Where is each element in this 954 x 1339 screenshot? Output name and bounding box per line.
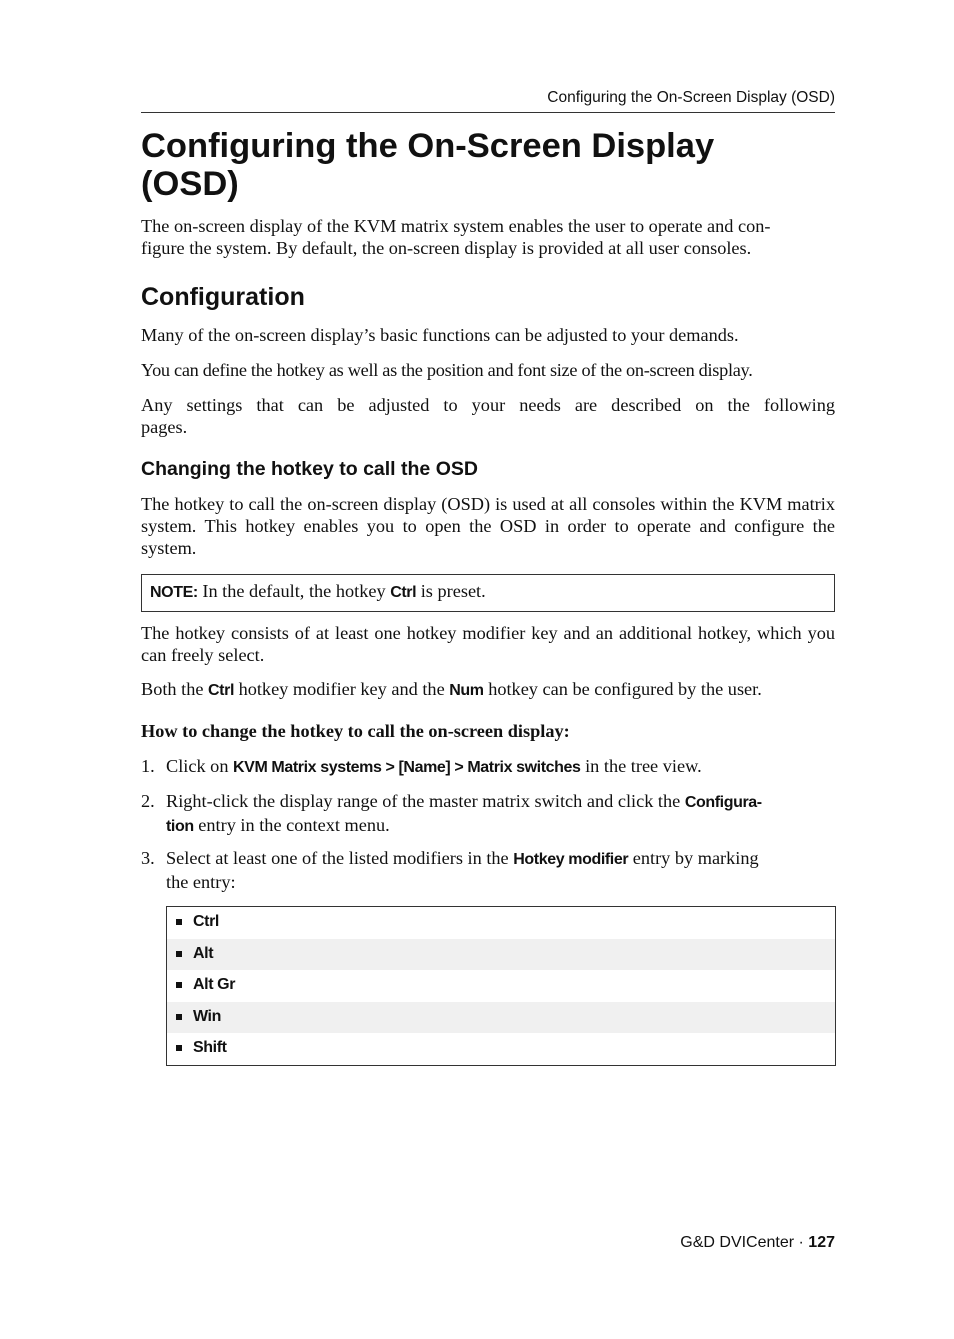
hotkey-paragraph-1 <box>141 493 835 559</box>
hotkey-paragraph-2 <box>141 622 835 666</box>
step-1-text <box>166 755 826 779</box>
step-1-text-2: in the tree view. <box>580 756 702 776</box>
bullet-icon <box>176 951 182 957</box>
step-1-path: KVM Matrix systems > [Name] > Matrix switches <box>233 759 581 776</box>
step-3-number: 3. <box>141 848 155 868</box>
hotkey-paragraph-3-text <box>141 678 835 702</box>
modifier-label: Alt <box>193 944 214 962</box>
footer-product: G&D DVICenter · <box>680 1234 809 1251</box>
step-3-entry: Hotkey modifier <box>513 851 629 868</box>
p3-text-3: hotkey can be configured by the user. <box>483 679 762 699</box>
note-text-before: In the default, the hotkey <box>197 581 391 601</box>
bullet-icon <box>176 1014 182 1020</box>
bullet-icon <box>176 919 182 925</box>
modifier-label: Ctrl <box>193 913 219 930</box>
step-2-entry-a: Configura- <box>684 794 762 811</box>
step-2-text <box>166 790 826 838</box>
step-2-number: 2. <box>141 791 155 811</box>
modifier-label: Win <box>193 1007 221 1025</box>
step-3-text <box>166 847 826 893</box>
bullet-icon <box>176 1045 182 1051</box>
config-paragraph-2 <box>141 359 835 381</box>
config-paragraph-3-text: Any settings that can be adjusted to your needs are described on the following pages. <box>141 395 835 437</box>
step-3-text-1: Select at least one of the listed modifiers in the <box>166 848 514 868</box>
note-box <box>141 574 835 612</box>
header-rule <box>141 112 835 113</box>
step-2-entry-b: tion <box>166 818 194 835</box>
modifier-item <box>167 1033 835 1065</box>
hotkey-paragraph-3 <box>141 678 835 702</box>
howto-heading-text: How to change the hotkey to call the on-screen display: <box>141 721 570 741</box>
note-label: NOTE: <box>150 584 198 601</box>
config-paragraph-1-text: Many of the on-screen display’s basic functions can be adjusted to your demands. <box>141 325 739 345</box>
modifier-item <box>167 939 835 971</box>
p3-key-ctrl: Ctrl <box>208 682 234 699</box>
note-text-after: is preset. <box>416 581 486 601</box>
note-text <box>150 580 486 604</box>
config-paragraph-2-text: You can define the hotkey as well as the position and font size of the on-screen display. <box>141 360 753 380</box>
modifier-label: Alt Gr <box>193 976 236 994</box>
note-key: Ctrl <box>390 584 417 601</box>
step-2-text-2: entry in the context menu. <box>193 815 390 835</box>
modifier-label: Shift <box>193 1039 227 1057</box>
page-number: 127 <box>808 1234 835 1251</box>
modifier-item <box>167 907 835 939</box>
page-footer <box>141 1234 835 1252</box>
p3-key-num: Num <box>449 682 484 699</box>
hotkey-paragraph-2-text: The hotkey consists of at least one hotkey modifier key and an additional hotkey, which you can freely select. <box>141 623 835 665</box>
step-3-text-2: entry by marking <box>628 848 759 868</box>
p3-text-2: hotkey modifier key and the <box>234 679 450 699</box>
intro-line-1: The on-screen display of the KVM matrix system enables the user to operate and con- <box>141 216 771 236</box>
step-3-text-3: the entry: <box>166 872 236 892</box>
modifier-item <box>167 1002 835 1034</box>
bullet-icon <box>176 982 182 988</box>
config-paragraph-3 <box>141 394 835 438</box>
intro-paragraph <box>141 215 835 259</box>
page-title-line1: Configuring the On-Screen Display <box>141 127 715 165</box>
modifier-list <box>166 906 836 1066</box>
config-paragraph-1 <box>141 324 835 346</box>
step-1-number: 1. <box>141 756 155 776</box>
howto-heading <box>141 720 835 742</box>
subsection-heading-hotkey: Changing the hotkey to call the OSD <box>141 458 478 480</box>
step-1-text-1: Click on <box>166 756 234 776</box>
intro-line-2: figure the system. By default, the on-screen display is provided at all user consoles. <box>141 238 752 258</box>
running-header: Configuring the On-Screen Display (OSD) <box>547 89 835 106</box>
page-title-line2: (OSD) <box>141 165 239 203</box>
p3-text-1: Both the <box>141 679 209 699</box>
page-title <box>141 127 835 203</box>
hotkey-paragraph-1-text: The hotkey to call the on-screen display (OSD) is used at all consoles within the KVM matrix system. This hotkey enables you to open the OSD in order to operate and configure the system. <box>141 494 835 558</box>
modifier-item <box>167 970 835 1002</box>
section-heading-configuration: Configuration <box>141 283 305 311</box>
step-2-text-1: Right-click the display range of the master matrix switch and click the <box>166 791 685 811</box>
